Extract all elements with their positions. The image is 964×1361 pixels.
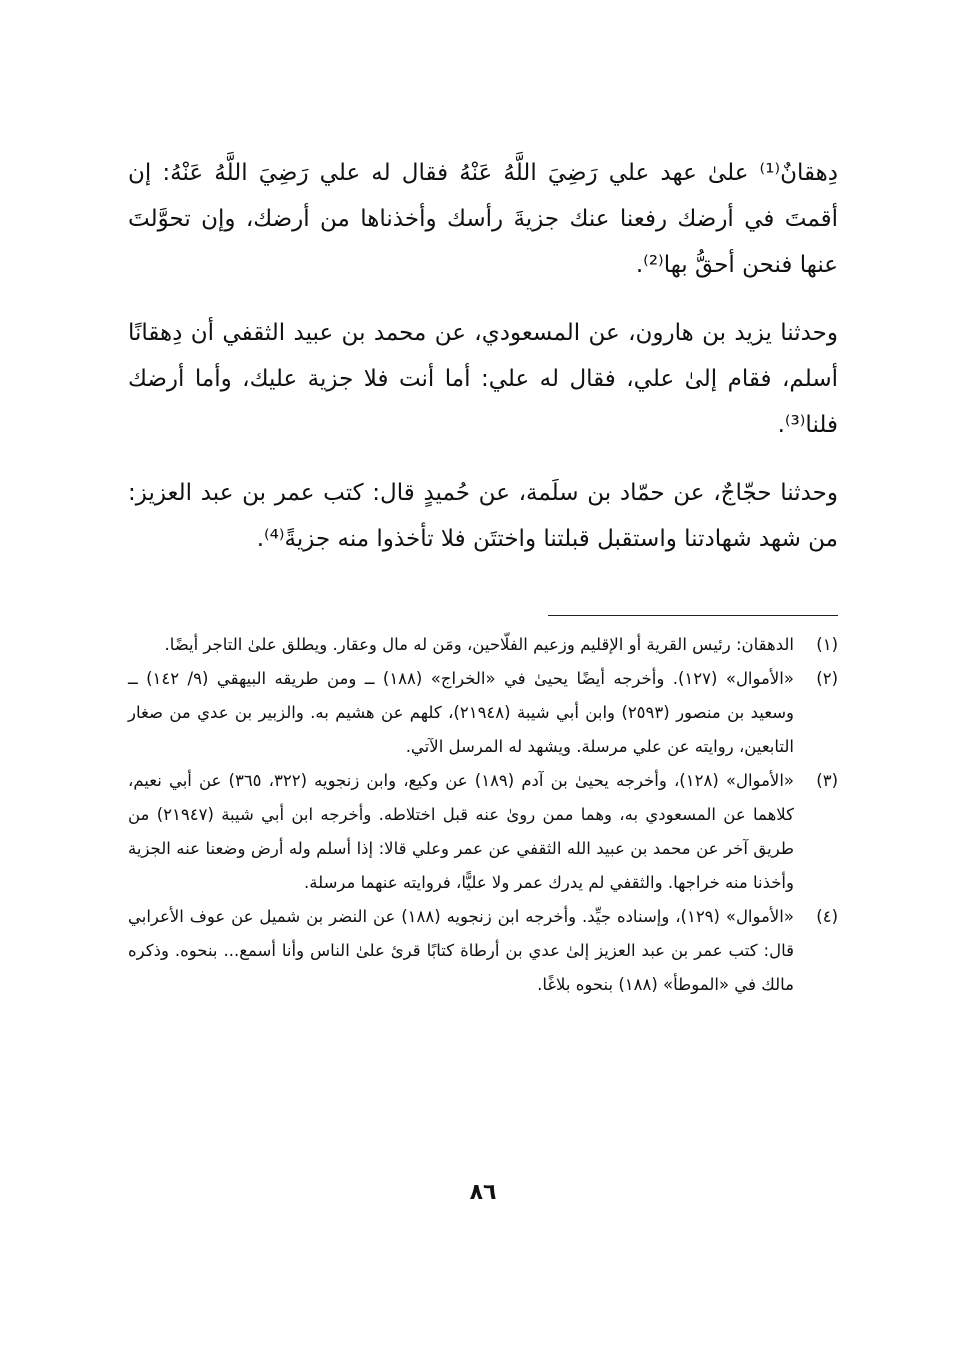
footnote-1: [128, 628, 838, 662]
page-number: ٨٦: [469, 1180, 497, 1205]
main-text: [128, 150, 838, 562]
footnote-4: [128, 900, 838, 1002]
footnote-number: (٣): [816, 771, 838, 790]
footnote-number: (١): [816, 635, 838, 654]
footnote-number: (٤): [816, 907, 838, 926]
footnote-divider: [548, 615, 838, 616]
footnote-text: الدهقان: رئيس القرية أو الإقليم وزعيم الفلّاحين، ومَن له مال وعقار. ويطلق علىٰ التاجر أيضًا.: [164, 635, 794, 654]
footnote-3: [128, 764, 838, 900]
footnote-2: [128, 662, 838, 764]
footnotes: [128, 628, 838, 1002]
footnote-text: «الأموال» (١٢٧). وأخرجه أيضًا يحيىٰ في «الخراج» (١٨٨) ــ ومن طريقه البيهقي (٩/ ١٤٢) ــ وسعيد بن منصور (٢٥٩٣) وابن أبي شيبة (٢١٩٤٨)، كلهم عن هشيم به. والزبير بن عدي من صغار التابعين، روايته عن علي مرسلة. ويشهد له المرسل الآتي.: [128, 669, 794, 756]
paragraph-1: دِهقانٌ⁽¹⁾ علىٰ عهد علي رَضِيَ اللَّهُ عَنْهُ فقال له علي رَضِيَ اللَّهُ عَنْهُ: إن أقمتَ في أرضك رفعنا عنك جزيةَ رأسك وأخذناها من أرضك، وإن تحوَّلتَ عنها فنحن أحقُّ بها⁽²⁾.: [128, 160, 838, 278]
footnote-text: «الأموال» (١٢٩)، وإسناده جيِّد. وأخرجه ابن زنجويه (١٨٨) عن النضر بن شميل عن عوف الأعرابي قال: كتب عمر بن عبد العزيز إلىٰ عدي بن أرطاة كتابًا قرئ علىٰ الناس وأنا أسمع... بنحوه. وذكره مالك في «الموطأ» (١٨٨) بنحوه بلاغًا.: [128, 907, 794, 994]
page-content: [128, 150, 838, 1205]
paragraph-2: وحدثنا يزيد بن هارون، عن المسعودي، عن محمد بن عبيد الثقفي أن دِهقانًا أسلم، فقام إلىٰ علي، فقال له علي: أما أنت فلا جزية عليك، وأما أرضك فلنا⁽³⁾.: [128, 320, 838, 438]
footnote-text: «الأموال» (١٢٨)، وأخرجه يحيىٰ بن آدم (١٨٩) عن وكيع، وابن زنجويه (٣٢٢، ٣٦٥) عن أبي نعيم، كلاهما عن المسعودي به، وهما ممن روىٰ عنه قبل اختلاطه. وأخرجه ابن أبي شيبة (٢١٩٤٧) من طريق آخر عن محمد بن عبيد الله الثقفي عن عمر وعلي قالا: إذا أسلم وله أرض وضعنا عنه الجزية وأخذنا منه خراجها. والثقفي لم يدرك عمر ولا عليًّا، فروايته عنهما مرسلة.: [128, 771, 794, 892]
paragraph-3: وحدثنا حجّاجٌ، عن حمّاد بن سلَمة، عن حُميدٍ قال: كتب عمر بن عبد العزيز: من شهد شهادتنا واستقبل قبلتنا واختتَن فلا تأخذوا منه جزيةً⁽⁴⁾.: [128, 480, 838, 552]
footnote-number: (٢): [816, 669, 838, 688]
